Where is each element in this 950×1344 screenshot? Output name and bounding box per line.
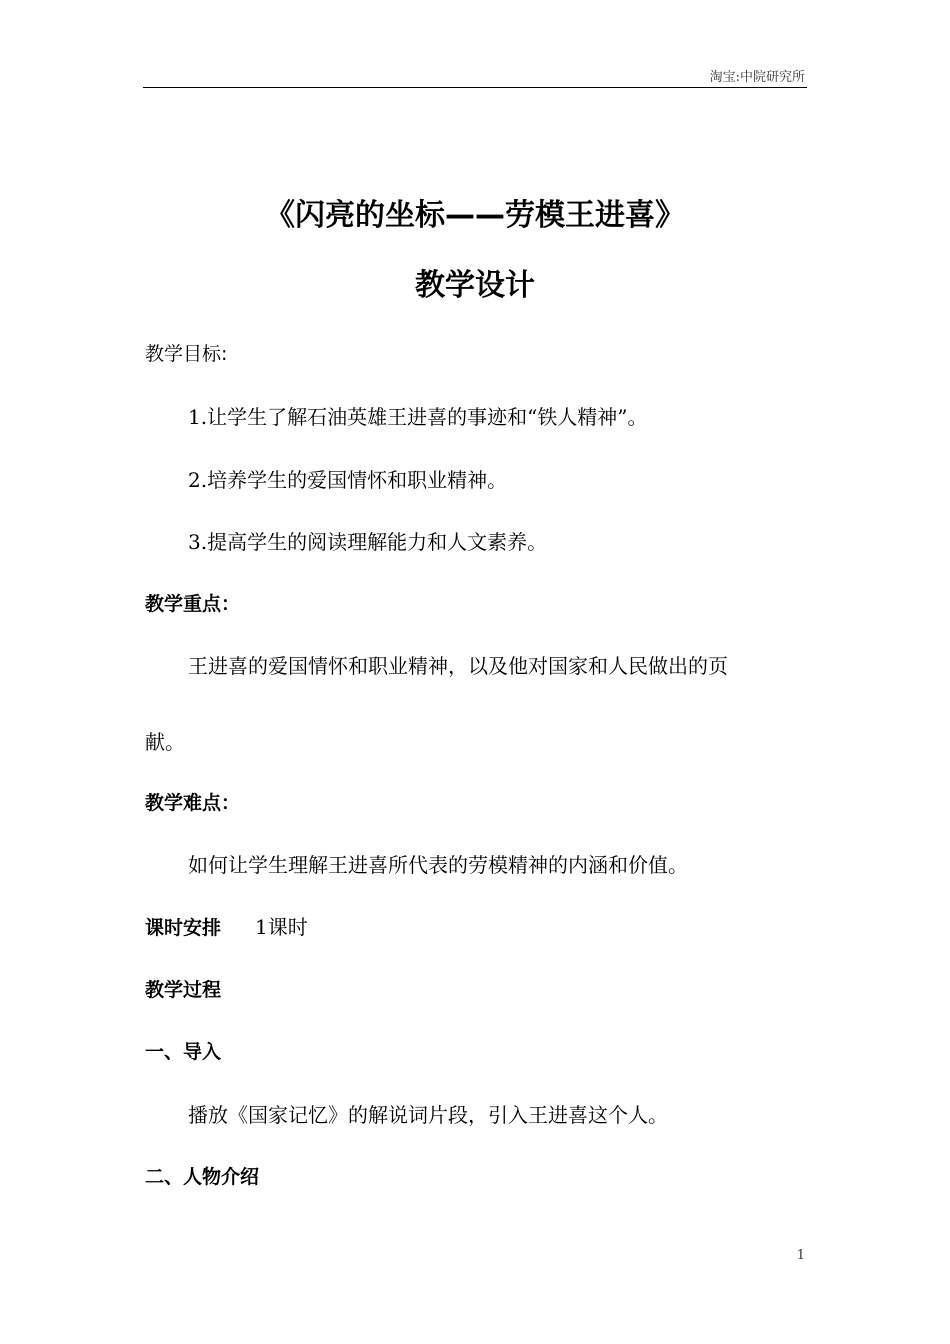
schedule-value: 1课时	[255, 915, 308, 939]
key-points-text-line2: 献。	[145, 730, 185, 754]
document-title: 《闪亮的坐标——劳模王进喜》	[265, 198, 685, 233]
document-subtitle: 教学设计	[415, 268, 535, 303]
key-points-heading: 教学重点：	[145, 593, 241, 615]
process-heading: 教学过程	[145, 979, 222, 1001]
section1-heading: 一、导入	[145, 1041, 222, 1063]
page-number: 1	[796, 1248, 805, 1263]
section1-text: 播放《国家记忆》的解说词片段，引入王进喜这个人。	[188, 1103, 668, 1127]
objectives-heading: 教学目标:	[145, 343, 228, 365]
difficulties-heading: 教学难点：	[145, 792, 241, 814]
schedule-label: 课时安排	[145, 917, 222, 939]
header-text: 淘宝:中院研究所	[709, 70, 805, 85]
objective-item: 3.提高学生的阅读理解能力和人文素养。	[188, 530, 548, 554]
schedule-row	[145, 912, 308, 943]
section2-heading: 二、人物介绍	[145, 1166, 260, 1188]
objective-item: 2.培养学生的爱国情怀和职业精神。	[188, 468, 508, 492]
difficulties-text: 如何让学生理解王进喜所代表的劳模精神的内涵和价值。	[188, 853, 688, 877]
objective-item: 1.让学生了解石油英雄王进喜的事迹和“铁人精神”。	[188, 405, 648, 429]
key-points-text-line1: 王进喜的爱国情怀和职业精神，以及他对国家和人民做出的页	[188, 654, 728, 678]
header-rule	[143, 87, 807, 88]
